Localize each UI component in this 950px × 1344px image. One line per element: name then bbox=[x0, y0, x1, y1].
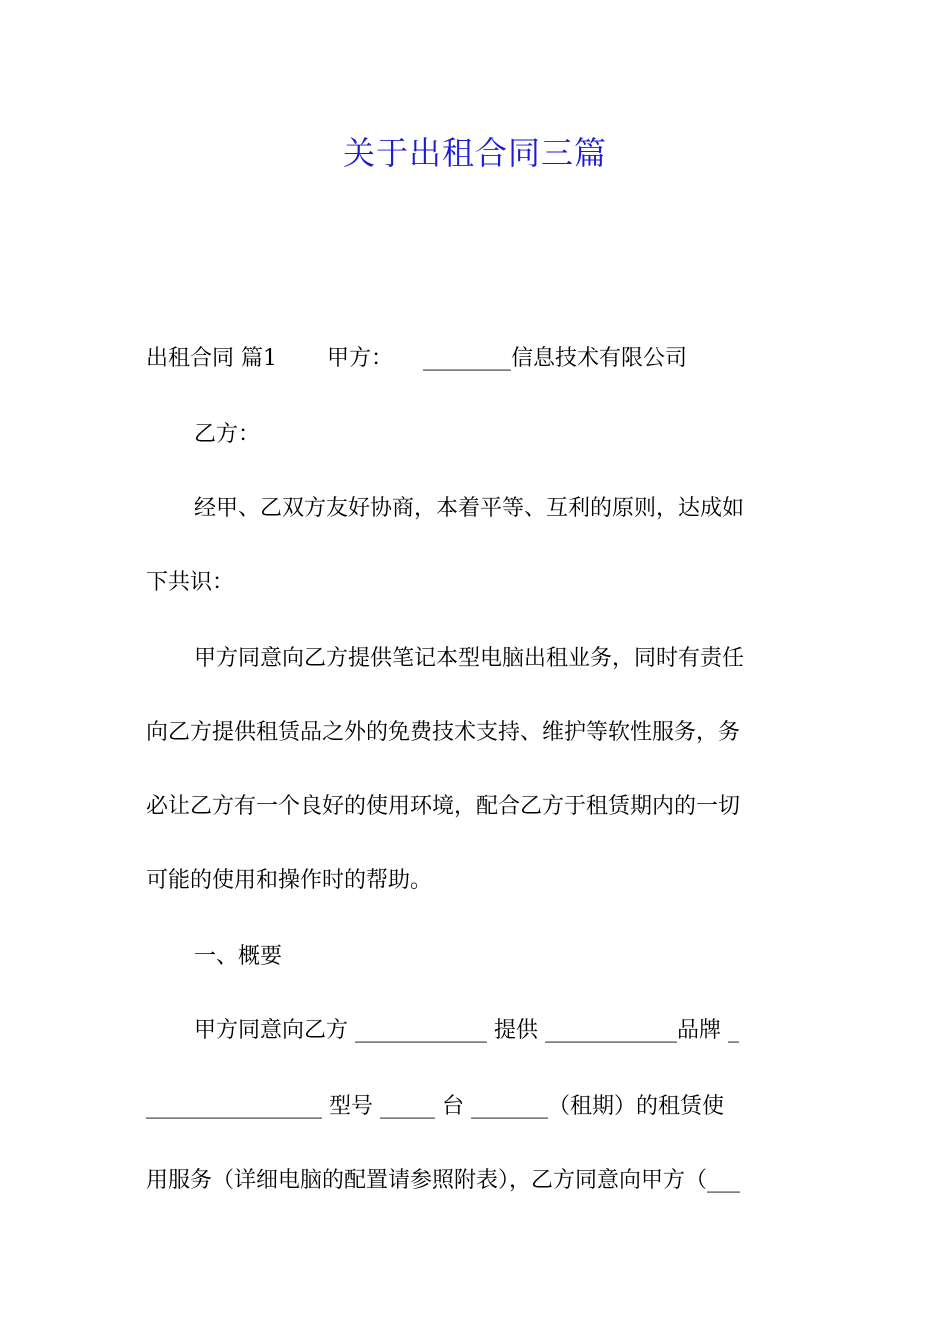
paragraph-line: 下共识： bbox=[146, 570, 235, 595]
paragraph-line: 向乙方提供租赁品之外的免费技术支持、维护等软性服务，务 bbox=[146, 720, 741, 745]
page-title: 关于出租合同三篇 bbox=[342, 134, 607, 172]
party-a-name: ________信息技术有限公司 bbox=[423, 346, 688, 371]
paragraph-line: 必让乙方有一个良好的使用环境，配合乙方于租赁期内的一切 bbox=[146, 794, 741, 819]
paragraph-line: 甲方同意向乙方提供笔记本型电脑出租业务，同时有责任 bbox=[194, 646, 745, 671]
paragraph-line: 经甲、乙双方友好协商，本着平等、互利的原则，达成如 bbox=[194, 496, 745, 521]
paragraph-line: 可能的使用和操作时的帮助。 bbox=[146, 868, 433, 893]
section-heading: 一、概要 bbox=[194, 944, 283, 969]
paragraph-line: ________________ 型号 _____ 台 _______（租期）的租赁使 bbox=[146, 1094, 724, 1119]
contract-header-line bbox=[146, 344, 806, 374]
party-b-label: 乙方： bbox=[194, 422, 261, 447]
paragraph-line: 甲方同意向乙方 ____________ 提供 ____________品牌 _ bbox=[194, 1018, 739, 1043]
paragraph-line: 用服务（详细电脑的配置请参照附表），乙方同意向甲方（___ bbox=[146, 1168, 741, 1193]
section-label: 出租合同 篇1 bbox=[146, 346, 277, 371]
party-a-label: 甲方： bbox=[327, 346, 394, 371]
